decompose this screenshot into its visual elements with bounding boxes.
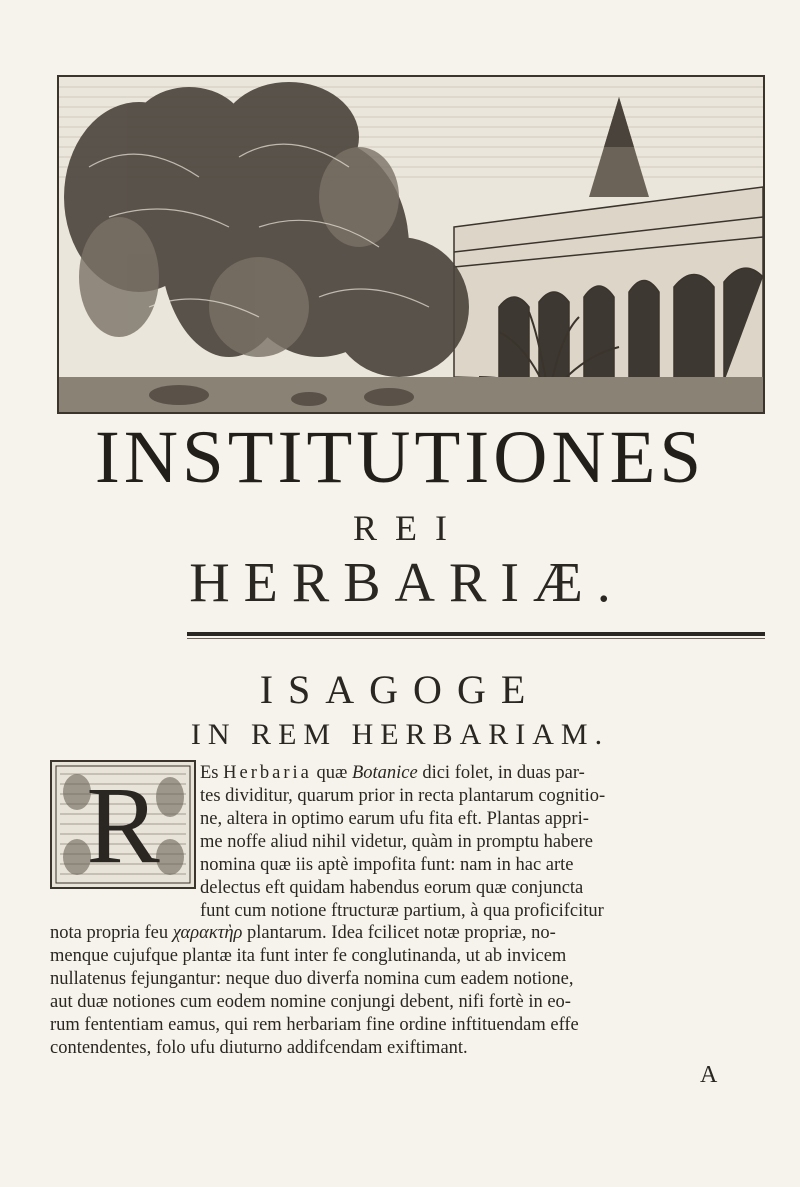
divider-rule: [187, 632, 765, 636]
term-botanice: Botanice: [351, 763, 418, 783]
text-line: delectus eft quidam habendus eorum quæ conjuncta: [200, 878, 584, 898]
title-institutiones: INSTITUTIONES: [94, 416, 706, 499]
initial-letter: R: [86, 763, 160, 886]
section-subheading: IN REM HERBARIAM.: [190, 718, 610, 751]
text-line: Es Herbaria quæ Botanice dici folet, in duas par-: [200, 763, 585, 783]
engraving-illustration: [57, 75, 765, 414]
text-line: nullatenus fejungantur: neque duo diverfa nomina cum eadem notione,: [50, 969, 574, 989]
term-herbaria: Herbaria: [223, 763, 312, 783]
greek-term: χαρακτὴρ: [172, 923, 243, 943]
text-line: menque cujufque plantæ ita funt inter fe conglutinanda, ut ab invicem: [50, 946, 567, 966]
text-line: nota propria feu χαρακτὴρ plantarum. Idea fcilicet notæ propriæ, no-: [50, 923, 556, 943]
text-line: funt cum notione ftructuræ partium, à qua proficifcitur: [200, 901, 604, 921]
decorated-initial: [50, 760, 196, 889]
text-line: contendentes, folo ufu diuturno addifcendam exiftimant.: [50, 1038, 468, 1058]
text-line: rum fententiam eamus, qui rem herbariam fine ordine inftituendam effe: [50, 1015, 579, 1035]
title-rei: REI: [353, 508, 465, 548]
text-line: nomina quæ iis aptè impofita funt: nam in hac arte: [200, 855, 574, 875]
text-line: ne, altera in optimo earum ufu fita eft. Plantas appri-: [200, 809, 589, 829]
divider-rule-thin: [187, 638, 765, 639]
text-line: me noffe aliud nihil videtur, quàm in promptu habere: [200, 832, 593, 852]
garden-engraving: [59, 77, 763, 412]
catchword: A: [700, 1062, 718, 1088]
section-heading: ISAGOGE: [259, 667, 541, 712]
text-line: aut duæ notiones cum eodem nomine conjungi debent, nifi fortè in eo-: [50, 992, 571, 1012]
title-herbariae: HERBARIÆ.: [189, 552, 625, 614]
text-line: tes dividitur, quarum prior in recta plantarum cognitio-: [200, 786, 606, 806]
